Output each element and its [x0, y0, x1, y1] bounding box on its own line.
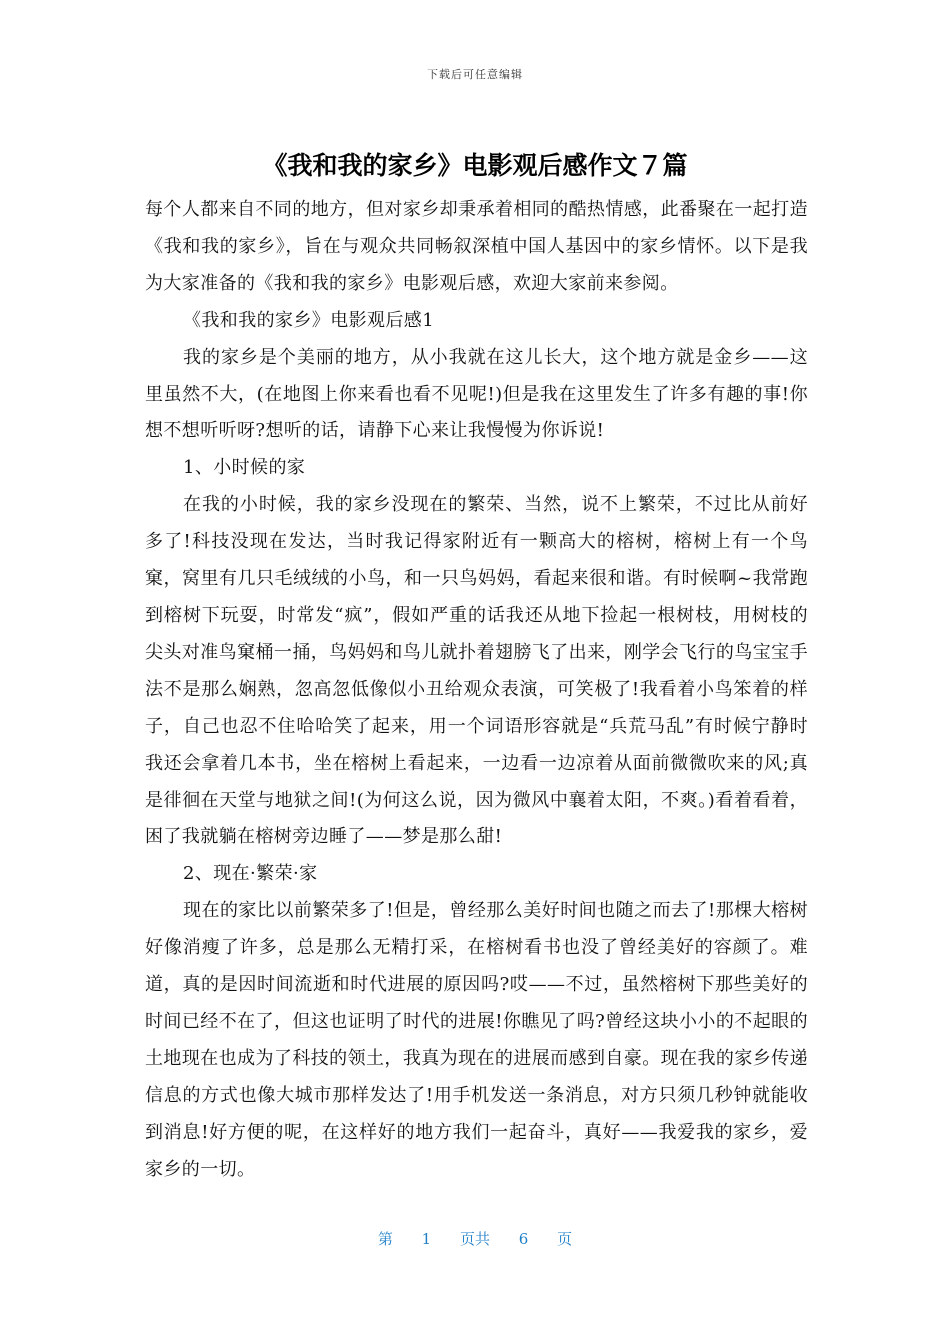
footer-suffix: 页: [557, 1230, 573, 1248]
body-paragraph: 我的家乡是个美丽的地方，从小我就在这儿长大，这个地方就是金乡——这里虽然不大，(在地图上你来看也看不见呢!)但是我在这里发生了许多有趣的事!你想不想听听呀?想听的话，请静下心来让我慢慢为你诉说!: [145, 346, 808, 442]
subheading-childhood-home: 1、小时候的家: [183, 457, 306, 479]
header-note: 下载后可任意编辑: [427, 68, 523, 81]
section-heading-review-1: 《我和我的家乡》电影观后感1: [183, 309, 435, 331]
body-paragraph: 现在的家比以前繁荣多了!但是，曾经那么美好时间也随之而去了!那棵大榕树好像消瘦了许多，总是那么无精打采，在榕树看书也没了曾经美好的容颜了。难道，真的是因时间流逝和时代进展的原因吗?哎——不过，虽然榕树下那些美好的时间已经不在了，但这也证明了时代的进展!你瞧见了吗?曾经这块小小的不起眼的土地现在也成为了科技的领土，我真为现在的进展而感到自豪。现在我的家乡传递信息的方式也像大城市那样发达了!用手机发送一条消息，对方只须几秒钟就能收到消息!好方便的呢，在这样好的地方我们一起奋斗，真好——我爱我的家乡，爱家乡的一切。: [145, 900, 808, 1180]
footer-prefix: 第: [377, 1230, 393, 1248]
footer-total-pages: 6: [518, 1230, 529, 1248]
footer-current-page: 1: [421, 1230, 432, 1248]
page-number-footer: [0, 1228, 950, 1249]
body-paragraph: 在我的小时候，我的家乡没现在的繁荣、当然，说不上繁荣，不过比从前好多了!科技没现在发达，当时我记得家附近有一颗高大的榕树，榕树上有一个鸟窠，窝里有几只毛绒绒的小鸟，和一只鸟妈妈，看起来很和谐。有时候啊~我常跑到榕树下玩耍，时常发“疯”，假如严重的话我还从地下捡起一根树枝，用树枝的尖头对准鸟窠桶一捅，鸟妈妈和鸟儿就扑着翅膀飞了出来，刚学会飞行的鸟宝宝手法不是那么娴熟，忽高忽低像似小丑给观众表演，可笑极了!我看着小鸟笨着的样子，自己也忍不住哈哈笑了起来，用一个词语形容就是“兵荒马乱”有时候宁静时我还会拿着几本书，坐在榕树上看起来，一边看一边凉着从面前微微吹来的风;真是徘徊在天堂与地狱之间!(为何这么说，因为微风中襄着太阳，不爽。)看着看着，困了我就躺在榕树旁边睡了——梦是那么甜!: [145, 494, 808, 848]
document-body: [145, 192, 808, 1188]
intro-paragraph: 每个人都来自不同的地方，但对家乡却秉承着相同的酷热情感，此番聚在一起打造《我和我的家乡》，旨在与观众共同畅叙深植中国人基因中的家乡情怀。以下是我为大家准备的《我和我的家乡》电影观后感，欢迎大家前来参阅。: [145, 199, 808, 294]
footer-middle: 页共: [459, 1230, 490, 1248]
document-title: 《我和我的家乡》电影观后感作文７篇: [262, 151, 688, 180]
subheading-present-home: 2、现在·繁荣·家: [183, 863, 318, 885]
